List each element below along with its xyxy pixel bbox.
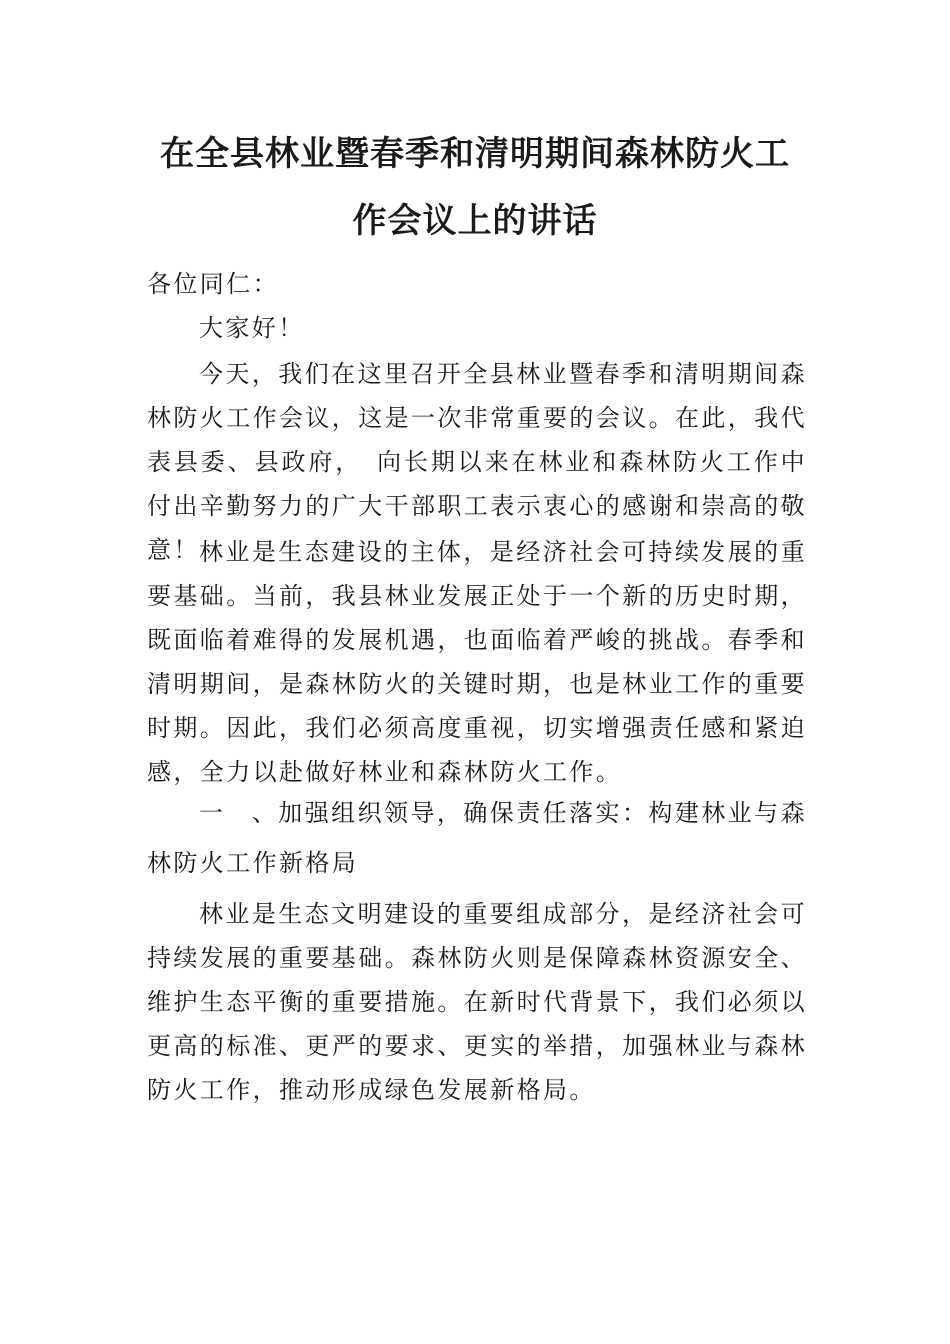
section-heading-text: 一 、加强组织领导，确保责任落实：构建林业与森林防火工作新格局 — [147, 799, 807, 877]
section-heading-1 — [147, 788, 807, 888]
paragraph-forestry-importance — [147, 530, 807, 794]
document-title-line-1: 在全县林业暨春季和清明期间森林防火工 — [160, 134, 790, 174]
paragraph-text: 今天，我们在这里召开全县林业暨春季和清明期间森林防火工作会议，这是一次非常重要的会议。在此，我代表县委、县政府， 向长期以来在林业和森林防火工作中付出辛勤努力的广大干部职工表示衷心的感谢和崇高的敬意！ — [147, 360, 807, 564]
greeting — [147, 306, 807, 350]
paragraph-text: 林业是生态建设的主体，是经济社会可持续发展的重要基础。当前，我县林业发展正处于一个新的历史时期，既面临着难得的发展机遇，也面临着严峻的挑战。春季和清明期间，是森林防火的关键时期，也是林业工作的重要时期。因此，我们必须高度重视，切实增强责任感和紧迫感，全力以赴做好林业和森林防火工作。 — [147, 538, 807, 786]
greeting-text: 大家好！ — [199, 314, 305, 342]
paragraph-text: 林业是生态文明建设的重要组成部分，是经济社会可持续发展的重要基础。森林防火则是保障森林资源安全、维护生态平衡的重要措施。在新时代背景下，我们必须以更高的标准、更严的要求、更实的举措，加强林业与森林防火工作，推动形成绿色发展新格局。 — [147, 900, 807, 1104]
document-title-line-2: 作会议上的讲话 — [352, 201, 598, 241]
salutation: 各位同仁： — [147, 270, 279, 298]
paragraph-section-1-body — [147, 892, 807, 1112]
